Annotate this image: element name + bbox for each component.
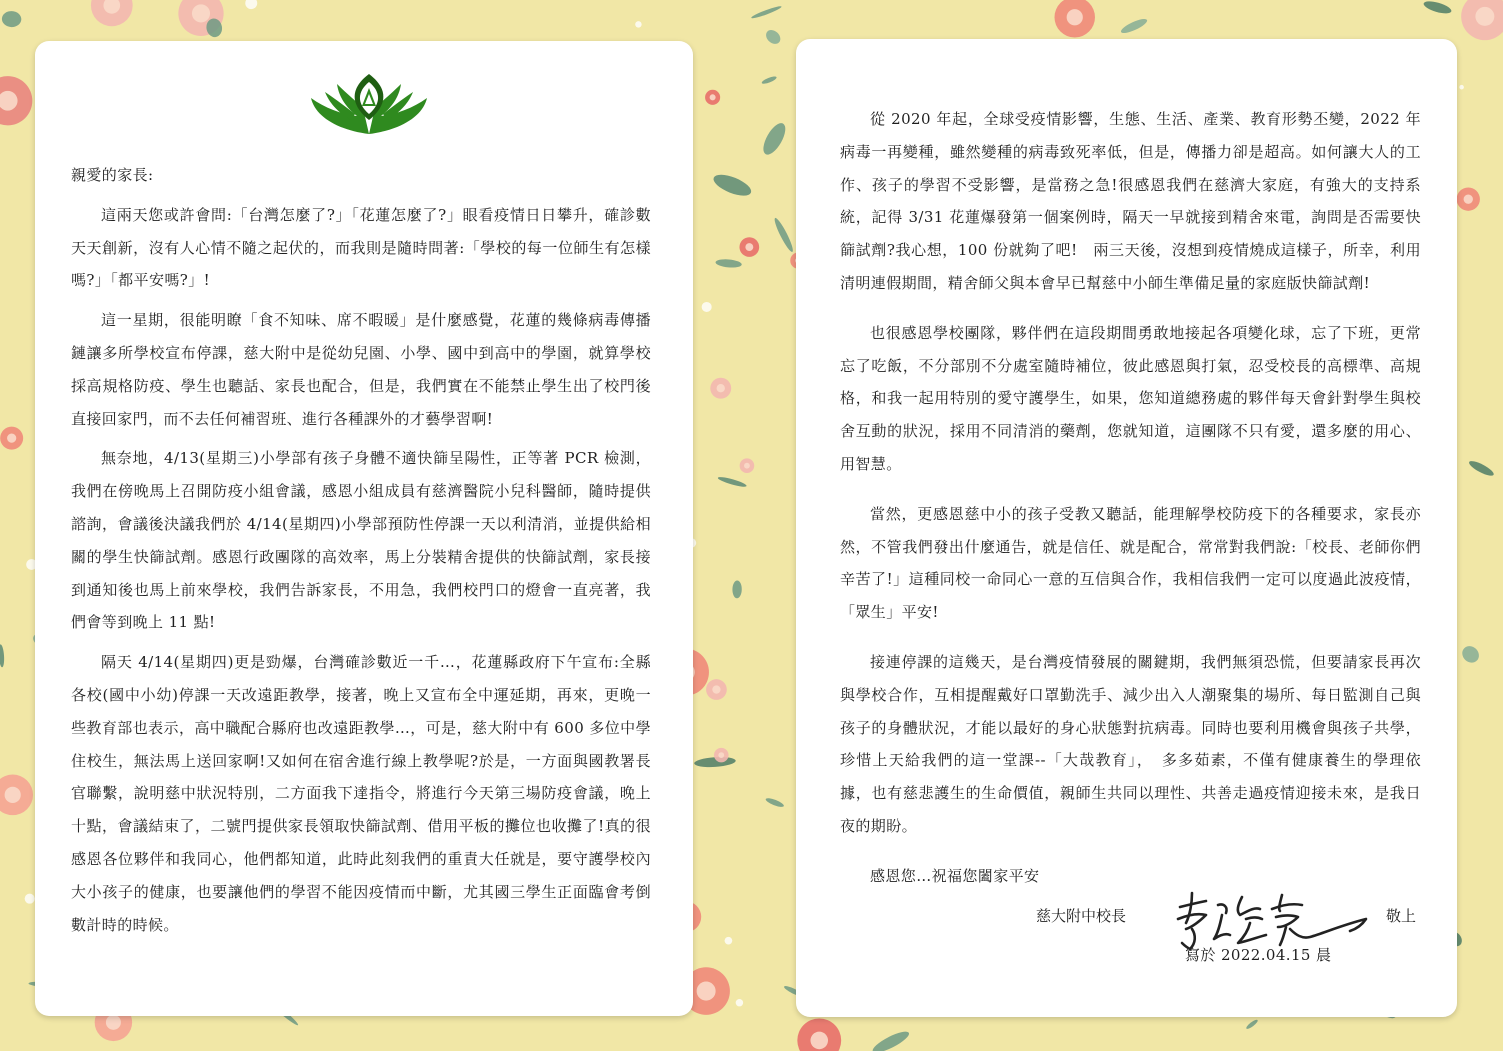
flower-center-shape (717, 384, 725, 392)
letter-paragraph: 這兩天您或許會問:「台灣怎麼了?」「花蓮怎麼了?」眼看疫情日日攀升，確診數天天創新，沒有人心情不隨之起伏的，而我則是隨時問著:「學校的每一位師生有怎樣嗎?」「都平安嗎?」! (71, 205, 651, 290)
flower-center-shape (744, 463, 750, 469)
leaf-shape (717, 475, 747, 488)
letter-paragraph: 當然，更感恩慈中小的孩子受教又聽話，能理解學校防疫下的各種要求，家長亦然，不管我們發出什麼通告，就是信任、就是配合，常常對我們說:「校長、老師你們辛苦了!」這種同校一命同心一意的互信與合作，我相信我們一定可以度過此波疫情，「眾生」平安! (840, 504, 1421, 622)
salutation: 親愛的家長: (71, 166, 154, 184)
leaf-shape (1467, 458, 1495, 478)
flower-center-shape (710, 94, 716, 100)
flower-center-shape (1475, 7, 1494, 26)
flower-center-shape (106, 1015, 121, 1030)
blossom-dot (736, 999, 743, 1006)
leaf-shape (1422, 0, 1452, 16)
letter-paragraph: 從 2020 年起，全球受疫情影響，生態、生活、產業、教育形勢丕變，2022 年病毒一再變種，雖然變種的病毒致死率低，但是，傳播力卻是超高。如何讓大人的工作、孩子的學習不受影響，是當務之急!很感恩我們在慈濟大家庭，有強大的支持系統，記得 3/31 花蓮爆發第一個案例時，隔天一早就接到精舍來電，詢問是否需要快篩試劑?我心想，100 份就夠了吧! 兩三天後，沒想到疫情燒成這樣子，所幸，利用清明連假期間，精舍師父與本會早已幫慈中小師生準備足量的家庭版快篩試劑! (840, 110, 1421, 292)
leaf-shape (1119, 16, 1148, 35)
leaf-shape (759, 120, 790, 158)
leaf-shape (751, 5, 783, 20)
flower-center-shape (5, 787, 21, 803)
leaf-shape (772, 216, 795, 253)
letter-paragraph: 這一星期，很能明瞭「食不知味、席不暇暖」是什麼感覺，花蓮的幾條病毒傳播鏈讓多所學校宣布停課，慈大附中是從幼兒園、小學、國中到高中的學園，就算學校採高規格防疫、學生也聽話、家長也配合，但是，我們實在不能禁止學生出了校門後直接回家門，而不去任何補習班、進行各種課外的才藝學習啊! (71, 311, 651, 428)
signature-block (840, 893, 1421, 963)
flower-center-shape (192, 4, 210, 22)
closing-blessing: 感恩您…祝福您闔家平安 (870, 866, 1040, 885)
letter-paragraph: 也很感恩學校團隊，夥伴們在這段期間勇敢地接起各項變化球，忘了下班，更常忘了吃飯，不分部別不分處室隨時補位，彼此感恩與打氣，忍受校長的高標準、高規格，和我一起用特別的愛守護學生，如果，您知道總務處的夥伴每天會針對學生與校舍互動的狀況，採用不同清消的藥劑，您就知道，這團隊不只有愛，還多麼的用心、用智慧。 (840, 323, 1421, 473)
leaf-shape (870, 1028, 911, 1051)
blossom-dot (725, 937, 733, 945)
leaf-shape (761, 75, 777, 85)
flower-center-shape (745, 243, 753, 251)
blossom-dot (245, 0, 257, 9)
leaf-shape (732, 580, 742, 598)
blossom-dot (635, 21, 641, 27)
tzu-chi-lotus-logo-icon (307, 68, 431, 136)
letter-paragraph: 接連停課的這幾天，是台灣疫情發展的關鍵期，我們無須恐慌，但要請家長再次與學校合作，互相提醒戴好口罩勤洗手、減少出入人潮聚集的場所、每日監測自己與孩子的身體狀況，才能以最好的身心狀態對抗病毒。同時也要利用機會與孩子共學，珍惜上天給我們的這一堂課--「大哉教育」， 多多茹素，不僅有健康養生的學理依據，也有慈悲護生的生命價值，親師生共同以理性、共善走過疫情迎接未來，是我日夜的期盼。 (840, 652, 1421, 835)
leaf-shape (1459, 643, 1482, 666)
leaf-shape (715, 258, 742, 268)
blossom-dot (25, 894, 35, 904)
letter-paragraph: 隔天 4/14(星期四)更是勁爆，台灣確診數近一千…，花蓮縣政府下午宣布:全縣各校(國中小幼)停課一天改遠距教學，接著，晚上又宣布全中運延期，再來，更晚一些教育部也表示，高中職配合縣府也改遠距教學…，可是，慈大附中有 600 多位中學住校生，無法馬上送回家啊!又如何在宿舍進行線上教學呢?於是，一方面與國教署長官聯繫，說明慈中狀況特別，二方面我下達指令，將進行今天第三場防疫會議，晚上十點，會議結束了，二號門提供家長領取快篩試劑、借用平板的攤位也收攤了!真的很感恩各位夥伴和我同心，他們都知道，此時此刻我們的重責大任就是，要守護學校內大小孩子的健康，也要讓他們的學習不能因疫情而中斷，尤其國三學生正面臨會考倒數計時的時候。 (71, 653, 651, 934)
leaf-shape (0, 644, 5, 667)
letter-page-right (796, 39, 1457, 1017)
flower-center-shape (718, 752, 724, 758)
flower-center-shape (7, 434, 16, 443)
flower-center-shape (697, 982, 716, 1001)
letter-page-left (35, 41, 693, 1016)
flower-center-shape (1067, 9, 1083, 25)
letter-paragraph: 無奈地，4/13(星期三)小學部有孩子身體不適快篩呈陽性，正等著 PCR 檢測，我們在傍晚馬上召開防疫小組會議，感恩小組成員有慈濟醫院小兒科醫師，隨時提供諮詢，會議後決議我們於 4/14(星期四)小學部預防性停課一天以利清消，並提供給相關的學生快篩試劑。感恩行政團隊的高效率，馬上分裝精舍提供的快篩試劑，家長接到通知後也馬上前來學校，我們告訴家長，不用急，我們校門口的燈會一直亮著，我們會等到晚上 11 點! (71, 449, 651, 632)
leaf-shape (2, 11, 22, 28)
flower-center-shape (712, 685, 720, 693)
flower-center-shape (810, 1032, 828, 1050)
blossom-dot (702, 302, 712, 312)
signer-title: 慈大附中校長 (1036, 906, 1127, 925)
leaf-shape (763, 27, 783, 46)
letter-date: 寫於 2022.04.15 晨 (1185, 946, 1332, 964)
closing-word: 敬上 (1386, 906, 1417, 925)
leaf-shape (1245, 1018, 1259, 1030)
leaf-shape (765, 796, 785, 808)
flower-center-shape (1464, 194, 1473, 203)
leaf-shape (711, 171, 754, 200)
blossom-dot (1459, 85, 1464, 90)
